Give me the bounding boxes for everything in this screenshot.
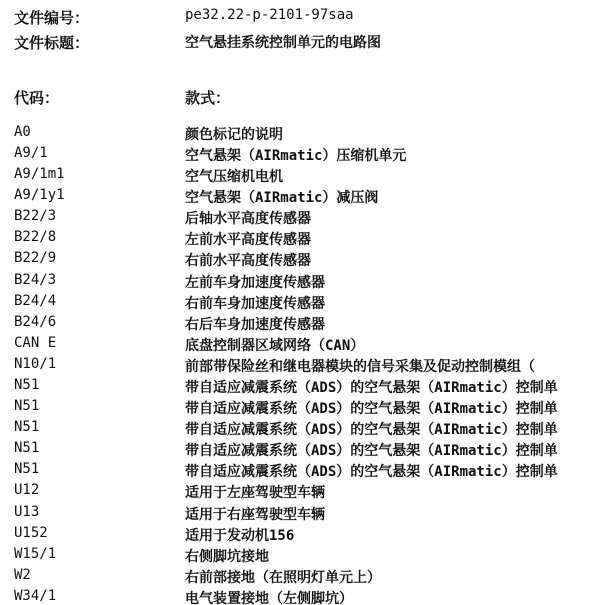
row-description: 左前水平高度传感器 (185, 232, 311, 248)
row-code: B22/9 (14, 250, 57, 266)
table-row (14, 482, 603, 502)
row-description: 带自适应减震系统（ADS）的空气悬架（AIRmatic）控制单 (185, 464, 558, 480)
doc-number-label: 文件编号： (14, 9, 90, 27)
row-code: N10/1 (14, 356, 57, 372)
row-code: U12 (14, 482, 40, 498)
row-description: 右后车身加速度传感器 (185, 317, 325, 333)
table-row (14, 419, 603, 439)
table-row (14, 356, 603, 376)
table-row (14, 314, 603, 334)
row-description: 带自适应减震系统（ADS）的空气悬架（AIRmatic）控制单 (185, 443, 558, 459)
row-description: 适用于发动机156 (185, 528, 295, 544)
row-description: 空气悬架（AIRmatic）减压阀 (185, 190, 379, 206)
row-code: W34/1 (14, 588, 57, 604)
table-header-row (14, 87, 603, 107)
row-description: 空气悬架（AIRmatic）压缩机单元 (185, 148, 407, 164)
row-description: 带自适应减震系统（ADS）的空气悬架（AIRmatic）控制单 (185, 401, 558, 417)
row-description: 适用于左座驾驶型车辆 (185, 485, 325, 501)
row-description: 前部带保险丝和继电器模块的信号采集及促动控制模组（ (185, 359, 535, 375)
row-code: W2 (14, 567, 31, 583)
row-description: 颜色标记的说明 (185, 127, 283, 143)
doc-title-row (14, 32, 603, 52)
row-code: B22/3 (14, 208, 57, 224)
row-code: A9/1 (14, 145, 48, 161)
row-description: 右前水平高度传感器 (185, 253, 311, 269)
table-row (14, 145, 603, 165)
row-code: A9/1m1 (14, 166, 65, 182)
row-description: 后轴水平高度传感器 (185, 211, 311, 227)
row-code: W15/1 (14, 546, 57, 562)
row-code: N51 (14, 398, 40, 414)
row-description: 电气装置接地（左侧脚坑） (185, 591, 353, 605)
table-row (14, 461, 603, 481)
row-code: B24/4 (14, 293, 57, 309)
table-row (14, 588, 603, 605)
description-column-header: 款式： (185, 89, 231, 107)
row-code: N51 (14, 440, 40, 456)
row-code: B22/8 (14, 229, 57, 245)
table-row (14, 546, 603, 566)
row-description: 带自适应减震系统（ADS）的空气悬架（AIRmatic）控制单 (185, 380, 558, 396)
table-row (14, 250, 603, 270)
row-description: 底盘控制器区域网络（CAN） (185, 338, 365, 354)
row-description: 右前部接地（在照明灯单元上） (185, 570, 381, 586)
row-code: N51 (14, 419, 40, 435)
doc-title-label: 文件标题： (14, 34, 90, 52)
row-description: 适用于右座驾驶型车辆 (185, 507, 325, 523)
table-row (14, 272, 603, 292)
row-code: N51 (14, 461, 40, 477)
row-code: N51 (14, 377, 40, 393)
row-code: U152 (14, 525, 48, 541)
row-code: B24/6 (14, 314, 57, 330)
row-code: A0 (14, 124, 31, 140)
row-description: 带自适应减震系统（ADS）的空气悬架（AIRmatic）控制单 (185, 422, 558, 438)
doc-title-value: 空气悬挂系统控制单元的电路图 (185, 35, 381, 51)
doc-number-value: pe32.22-p-2101-97saa (185, 7, 354, 23)
table-row (14, 124, 603, 144)
row-code: CAN E (14, 335, 57, 351)
table-row (14, 525, 603, 545)
table-row (14, 567, 603, 587)
table-row (14, 377, 603, 397)
row-description: 空气压缩机电机 (185, 169, 283, 185)
row-description: 右前车身加速度传感器 (185, 296, 325, 312)
row-description: 右侧脚坑接地 (185, 549, 269, 565)
row-code: A9/1y1 (14, 187, 65, 203)
table-row (14, 229, 603, 249)
row-description: 左前车身加速度传感器 (185, 275, 325, 291)
table-row (14, 440, 603, 460)
table-row (14, 166, 603, 186)
row-code: U13 (14, 504, 40, 520)
table-row (14, 208, 603, 228)
doc-number-row (14, 7, 603, 27)
table-row (14, 293, 603, 313)
table-row (14, 187, 603, 207)
table-row (14, 398, 603, 418)
code-column-header: 代码： (14, 89, 60, 107)
row-code: B24/3 (14, 272, 57, 288)
table-row (14, 335, 603, 355)
table-row (14, 504, 603, 524)
